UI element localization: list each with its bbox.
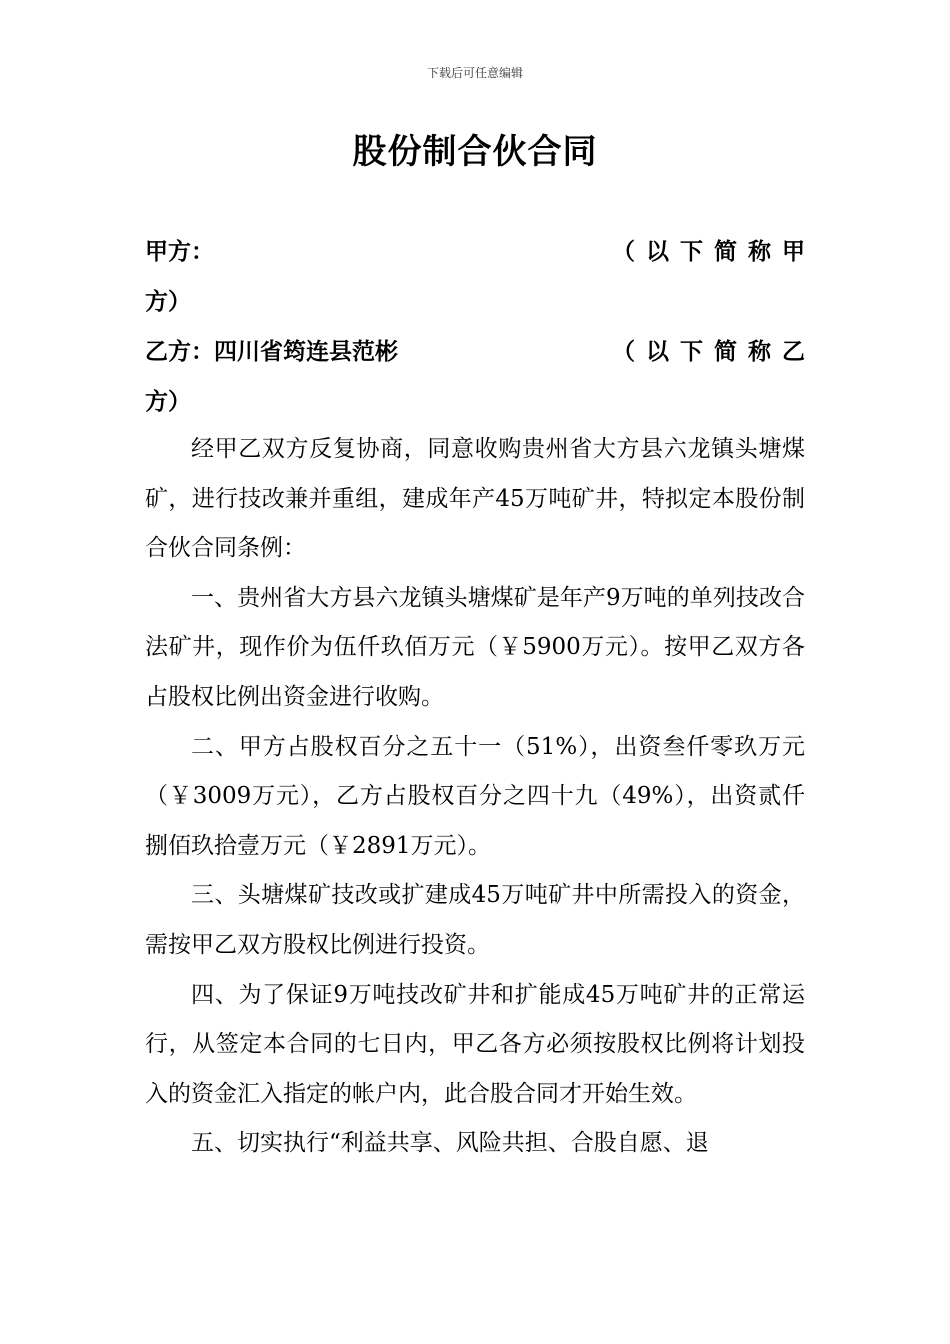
- party-a-suffix: （以下简称甲: [612, 239, 816, 265]
- party-a-label: 甲方：: [145, 239, 214, 265]
- clause-4: 四、为了保证9万吨技改矿井和扩能成45万吨矿井的正常运行，从签定本合同的七日内，甲乙各方必须按股权比例将计划投入的资金汇入指定的帐户内，此合股合同才开始生效。: [145, 981, 805, 1107]
- party-b-label: 乙方：四川省筠连县范彬: [145, 339, 398, 365]
- contract-body: [145, 425, 805, 1169]
- document-title: 股份制合伙合同: [352, 132, 598, 172]
- party-b-suffix: （以下简称乙: [612, 339, 816, 365]
- party-b-row: [145, 333, 816, 365]
- clause-3: 三、头塘煤矿技改或扩建成45万吨矿井中所需投入的资金，需按甲乙双方股权比例进行投资。: [145, 882, 805, 958]
- clause-1: 一、贵州省大方县六龙镇头塘煤矿是年产9万吨的单列技改合法矿井，现作价为伍仟玖佰万元（￥5900万元）。按甲乙双方各占股权比例出资金进行收购。: [145, 584, 805, 710]
- header-note: 下载后可任意编辑: [426, 66, 523, 80]
- intro-paragraph: 经甲乙双方反复协商，同意收购贵州省大方县六龙镇头塘煤矿，进行技改兼并重组，建成年产45万吨矿井，特拟定本股份制合伙合同条例：: [145, 436, 805, 562]
- party-a-suffix-cont: 方）: [145, 289, 191, 315]
- party-b-suffix-cont: 方）: [145, 389, 191, 415]
- party-a-row: [145, 233, 816, 265]
- clause-5: 五、切实执行“利益共享、风险共担、合股自愿、退: [191, 1130, 709, 1157]
- clause-2: 二、甲方占股权百分之五十一（51%），出资叁仟零玖万元（￥3009万元），乙方占股权百分之四十九（49%），出资贰仟捌佰玖拾壹万元（￥2891万元）。: [145, 733, 805, 859]
